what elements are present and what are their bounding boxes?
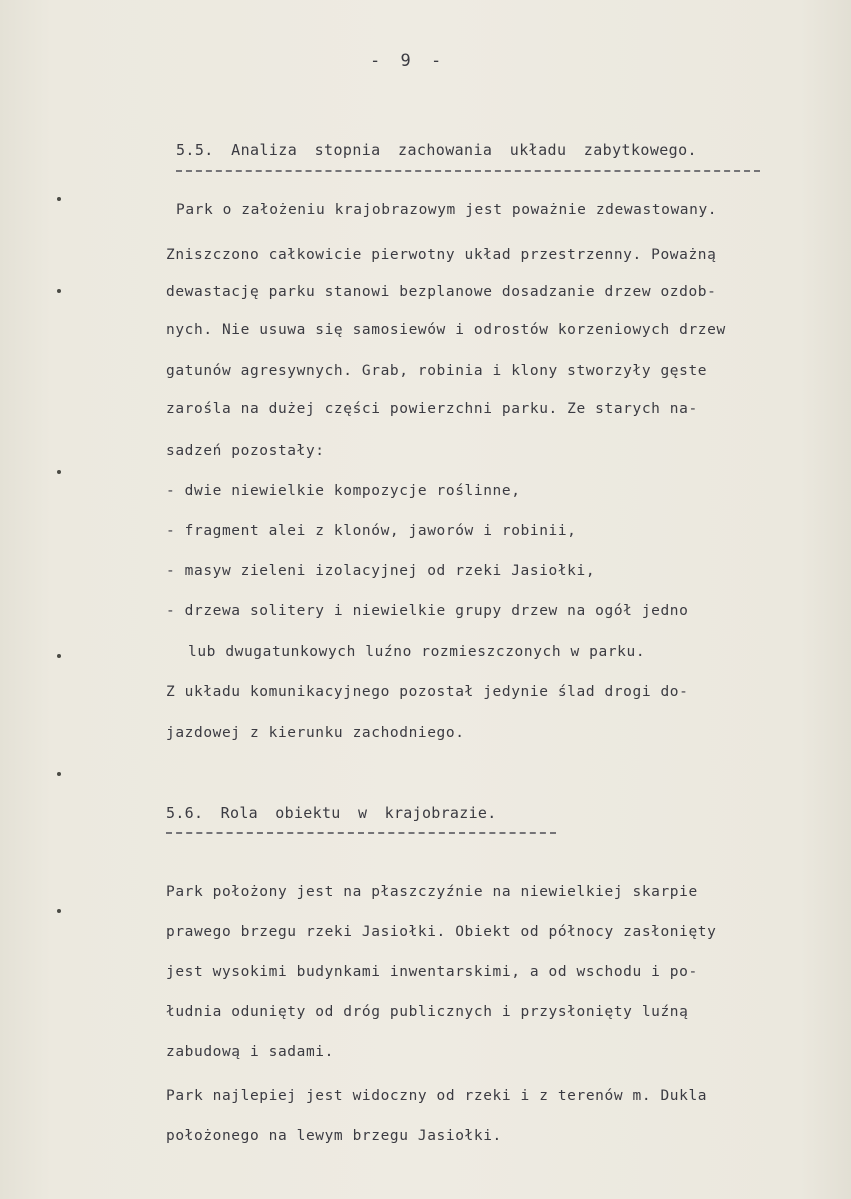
list-item: - fragment alei z klonów, jaworów i robinii, <box>166 523 577 539</box>
body-line: dewastację parku stanowi bezplanowe dosadzanie drzew ozdob- <box>166 284 717 300</box>
punch-hole-mark <box>57 289 61 293</box>
body-line: jest wysokimi budynkami inwentarskimi, a od wschodu i po- <box>166 964 698 980</box>
body-line: prawego brzegu rzeki Jasiołki. Obiekt od północy zasłonięty <box>166 924 717 940</box>
punch-hole-mark <box>57 197 61 201</box>
body-line: Z układu komunikacyjnego pozostał jedynie ślad drogi do- <box>166 684 689 700</box>
list-item: - masyw zieleni izolacyjnej od rzeki Jasiołki, <box>166 563 596 579</box>
body-line: Park położony jest na płaszczyźnie na niewielkiej skarpie <box>166 884 698 900</box>
list-item: - drzewa solitery i niewielkie grupy drzew na ogół jedno <box>166 603 689 619</box>
punch-hole-mark <box>57 470 61 474</box>
body-line: sadzeń pozostały: <box>166 443 325 459</box>
heading-underline <box>166 832 556 834</box>
punch-hole-mark <box>57 909 61 913</box>
body-line: zabudową i sadami. <box>166 1044 334 1060</box>
punch-hole-mark <box>57 772 61 776</box>
body-line: gatunów agresywnych. Grab, robinia i klony stworzyły gęste <box>166 363 708 379</box>
punch-hole-mark <box>57 654 61 658</box>
body-line: nych. Nie usuwa się samosiewów i odrostów korzeniowych drzew <box>166 322 726 338</box>
list-item-continuation: lub dwugatunkowych luźno rozmieszczonych w parku. <box>188 644 646 660</box>
body-line: Park o założeniu krajobrazowym jest poważnie zdewastowany. <box>176 202 718 218</box>
body-line: jazdowej z kierunku zachodniego. <box>166 725 465 741</box>
body-line: Zniszczono całkowicie pierwotny układ przestrzenny. Poważną <box>166 247 717 263</box>
section-5-5-heading: 5.5. Analiza stopnia zachowania układu zabytkowego. <box>176 141 697 159</box>
body-line: zarośla na dużej części powierzchni parku. Ze starych na- <box>166 401 698 417</box>
page-number: - 9 - <box>370 51 447 71</box>
body-line: Park najlepiej jest widoczny od rzeki i z terenów m. Dukla <box>166 1088 708 1104</box>
heading-underline <box>176 170 760 172</box>
body-line: łudnia odunięty od dróg publicznych i przysłonięty luźną <box>166 1004 689 1020</box>
list-item: - dwie niewielkie kompozycje roślinne, <box>166 483 521 499</box>
section-5-6-heading: 5.6. Rola obiektu w krajobrazie. <box>166 804 497 822</box>
body-line: położonego na lewym brzegu Jasiołki. <box>166 1128 502 1144</box>
